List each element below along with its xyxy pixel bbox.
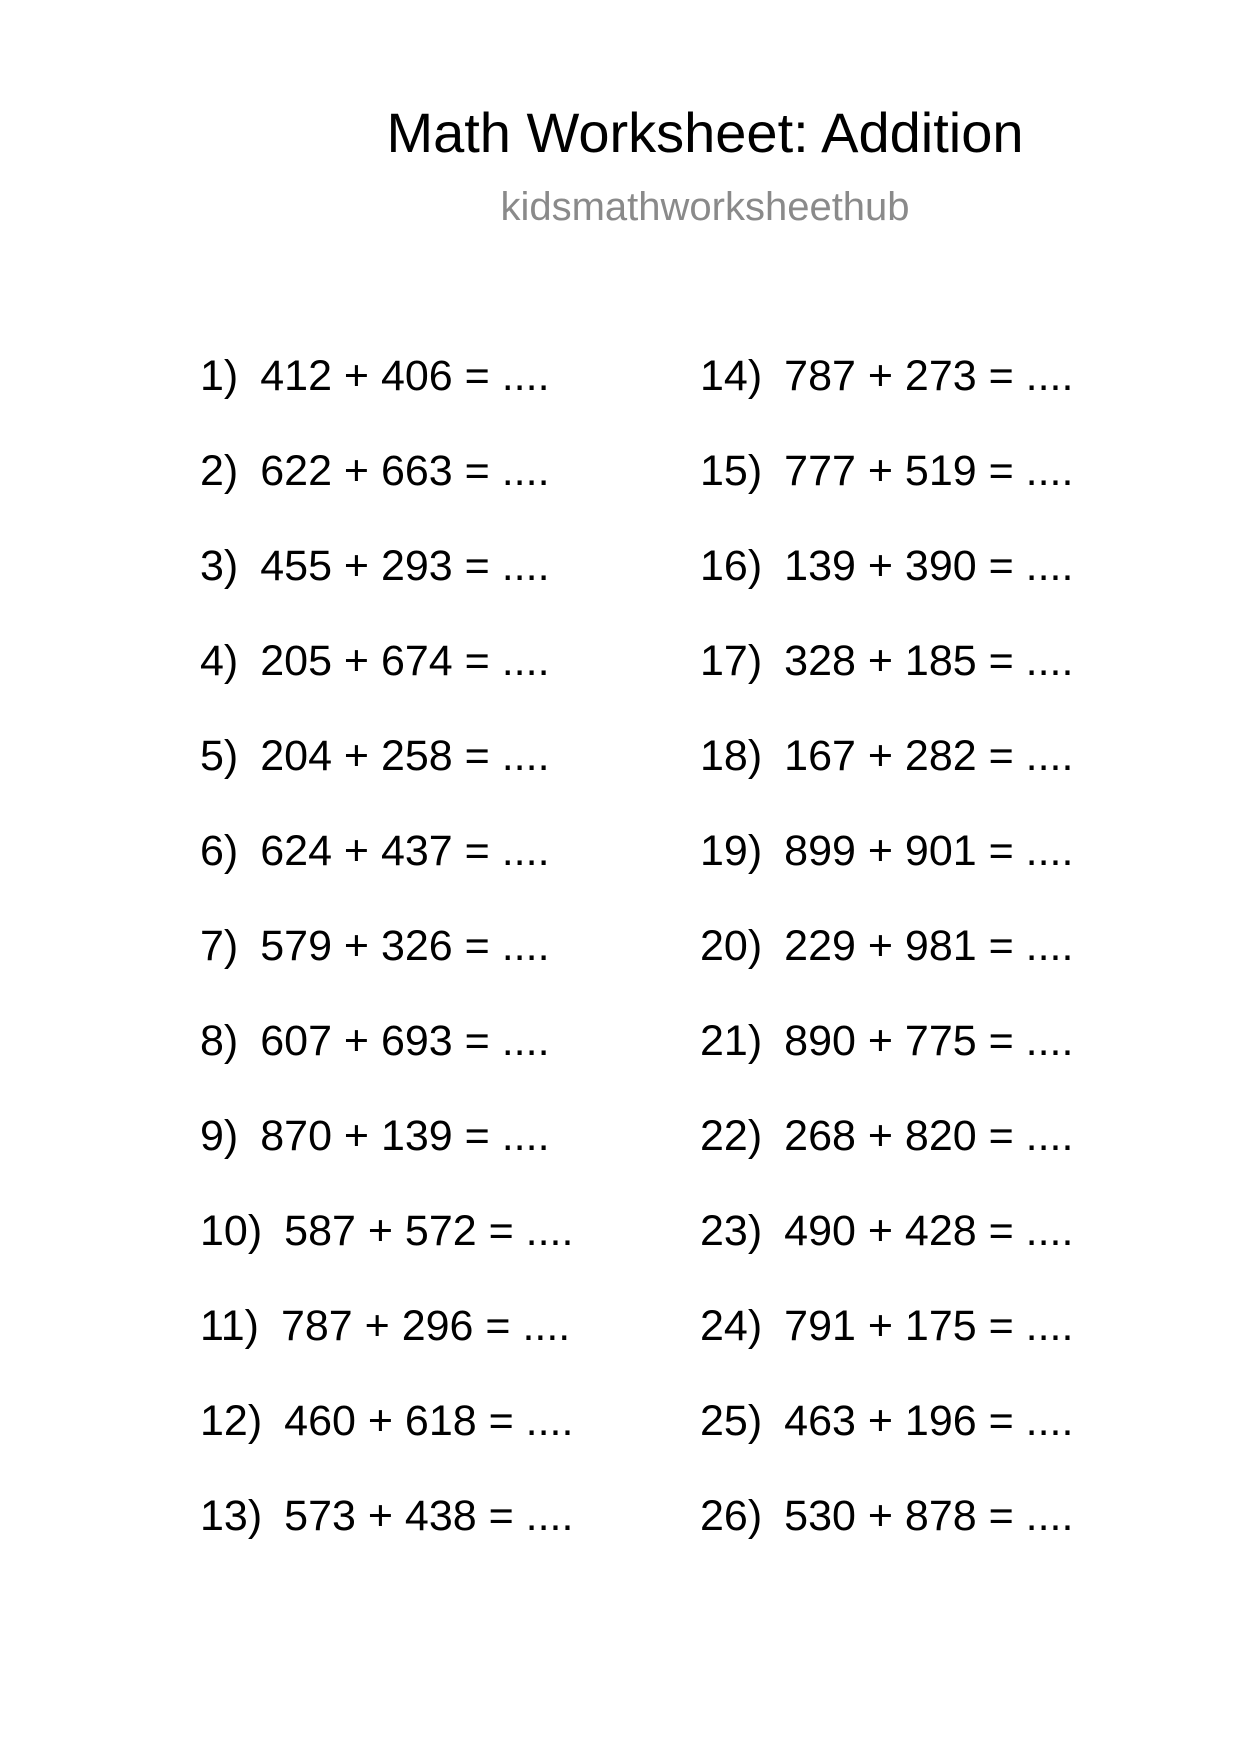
problem-expression: 463 + 196 = .... <box>784 1397 1074 1445</box>
problem-expression: 579 + 326 = .... <box>260 922 550 970</box>
problem-18 <box>700 726 1220 821</box>
problem-7 <box>200 916 720 1011</box>
problem-number: 11) <box>200 1302 259 1350</box>
problem-17 <box>700 631 1220 726</box>
problem-number: 26) <box>700 1492 763 1540</box>
problem-24 <box>700 1296 1220 1391</box>
problem-expression: 890 + 775 = .... <box>784 1017 1074 1065</box>
problem-number: 10) <box>200 1207 263 1255</box>
problem-2 <box>200 441 720 536</box>
problem-number: 13) <box>200 1492 263 1540</box>
problem-15 <box>700 441 1220 536</box>
problem-6 <box>200 821 720 916</box>
problem-expression: 791 + 175 = .... <box>784 1302 1074 1350</box>
problem-number: 21) <box>700 1017 763 1065</box>
page-title: Math Worksheet: Addition <box>386 101 1024 164</box>
problem-10 <box>200 1201 720 1296</box>
problem-14 <box>700 346 1220 441</box>
problem-number: 17) <box>700 637 763 685</box>
problem-expression: 624 + 437 = .... <box>260 827 550 875</box>
problem-25 <box>700 1391 1220 1486</box>
page-subtitle: kidsmathworksheethub <box>500 185 910 229</box>
problem-expression: 229 + 981 = .... <box>784 922 1074 970</box>
problem-expression: 268 + 820 = .... <box>784 1112 1074 1160</box>
problem-4 <box>200 631 720 726</box>
problem-number: 8) <box>200 1017 239 1065</box>
problem-number: 9) <box>200 1112 239 1160</box>
problem-number: 6) <box>200 827 239 875</box>
problem-11 <box>200 1296 720 1391</box>
problem-expression: 587 + 572 = .... <box>284 1207 574 1255</box>
problem-expression: 412 + 406 = .... <box>260 352 550 400</box>
problems-column-left <box>200 346 720 1581</box>
problem-number: 16) <box>700 542 763 590</box>
problem-expression: 787 + 273 = .... <box>784 352 1074 400</box>
problem-number: 24) <box>700 1302 763 1350</box>
problem-1 <box>200 346 720 441</box>
problem-expression: 167 + 282 = .... <box>784 732 1074 780</box>
problem-expression: 530 + 878 = .... <box>784 1492 1074 1540</box>
problem-number: 12) <box>200 1397 263 1445</box>
problem-expression: 490 + 428 = .... <box>784 1207 1074 1255</box>
problem-21 <box>700 1011 1220 1106</box>
problem-number: 20) <box>700 922 763 970</box>
problem-5 <box>200 726 720 821</box>
problem-number: 5) <box>200 732 239 780</box>
problem-16 <box>700 536 1220 631</box>
problem-number: 25) <box>700 1397 763 1445</box>
problem-13 <box>200 1486 720 1581</box>
problem-8 <box>200 1011 720 1106</box>
problem-expression: 573 + 438 = .... <box>284 1492 574 1540</box>
problems-column-right <box>700 346 1220 1581</box>
problem-number: 18) <box>700 732 763 780</box>
problem-expression: 205 + 674 = .... <box>260 637 550 685</box>
problem-23 <box>700 1201 1220 1296</box>
problem-20 <box>700 916 1220 1011</box>
problem-3 <box>200 536 720 631</box>
problem-expression: 607 + 693 = .... <box>260 1017 550 1065</box>
problem-19 <box>700 821 1220 916</box>
problem-expression: 328 + 185 = .... <box>784 637 1074 685</box>
problem-expression: 460 + 618 = .... <box>284 1397 574 1445</box>
problem-22 <box>700 1106 1220 1201</box>
problem-26 <box>700 1486 1220 1581</box>
problem-12 <box>200 1391 720 1486</box>
problem-expression: 455 + 293 = .... <box>260 542 550 590</box>
problem-9 <box>200 1106 720 1201</box>
problem-expression: 139 + 390 = .... <box>784 542 1074 590</box>
problem-expression: 787 + 296 = .... <box>280 1302 571 1350</box>
problem-expression: 870 + 139 = .... <box>260 1112 550 1160</box>
problem-number: 22) <box>700 1112 763 1160</box>
problem-number: 19) <box>700 827 763 875</box>
problem-expression: 204 + 258 = .... <box>260 732 550 780</box>
problem-expression: 777 + 519 = .... <box>784 447 1074 495</box>
problem-expression: 899 + 901 = .... <box>784 827 1074 875</box>
problem-number: 14) <box>700 352 763 400</box>
problem-number: 15) <box>700 447 763 495</box>
problem-number: 2) <box>200 447 239 495</box>
problem-expression: 622 + 663 = .... <box>260 447 550 495</box>
problem-number: 4) <box>200 637 239 685</box>
problem-number: 1) <box>200 352 239 400</box>
problem-number: 3) <box>200 542 239 590</box>
problem-number: 7) <box>200 922 239 970</box>
problem-number: 23) <box>700 1207 763 1255</box>
